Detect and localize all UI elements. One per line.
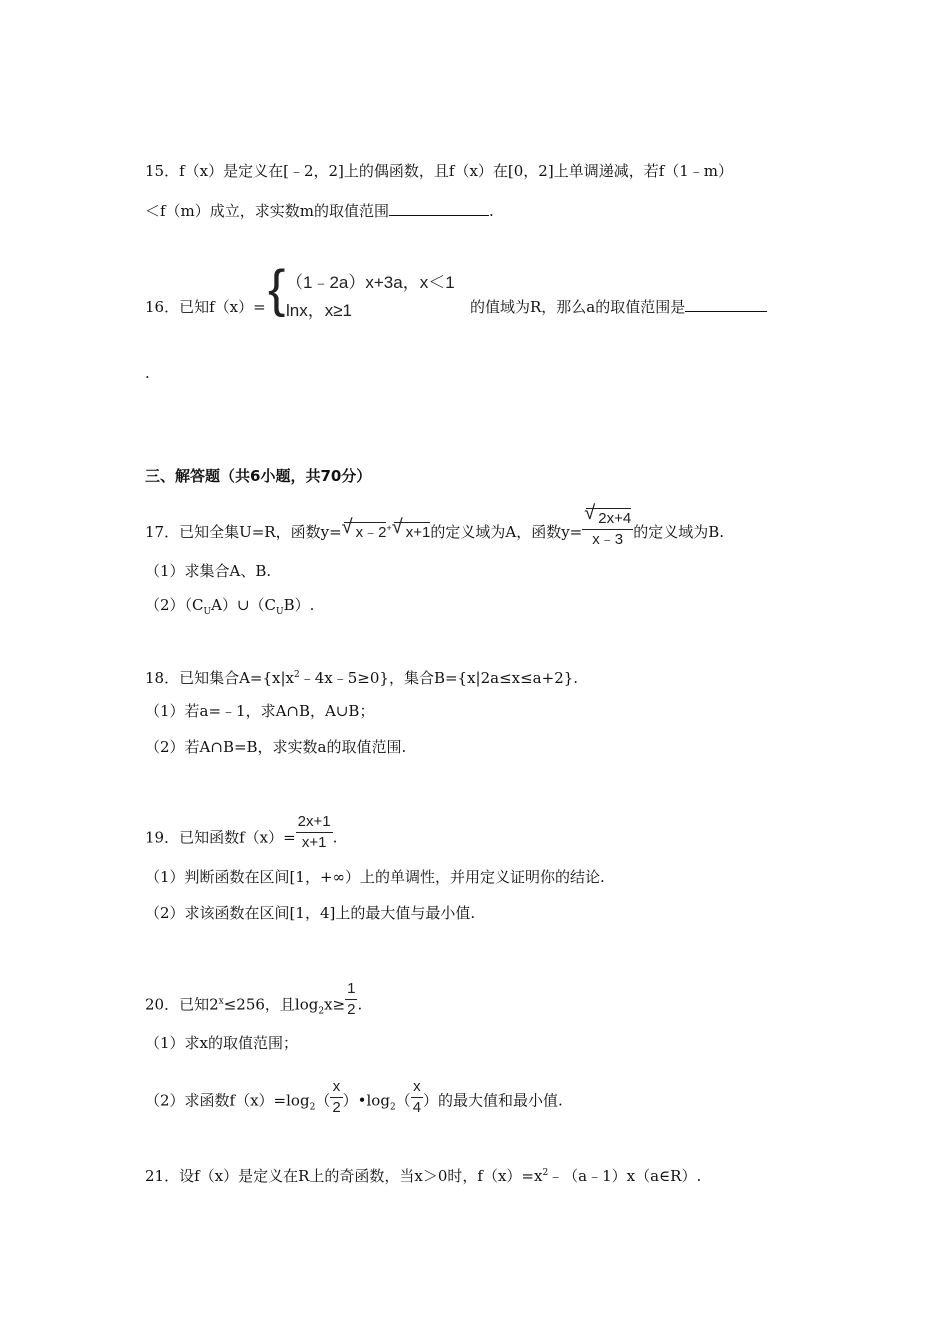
q18-a: 18．已知集合A={x|x <box>145 669 295 687</box>
q17-suffix: 的定义域为B. <box>633 523 724 541</box>
q18-part2: （2）若A∩B=B，求实数a的取值范围. <box>145 738 407 756</box>
q17-part2-a: （2）（C <box>145 596 204 614</box>
sqrt-x-minus-2: √ x﹣2 <box>344 522 387 543</box>
frac-numerator: x <box>411 1077 423 1098</box>
q18-sup: 2 <box>294 670 300 680</box>
q19-part2: （2）求该函数在区间[1，4]上的最大值与最小值. <box>145 904 476 922</box>
q16-piecewise-formula <box>268 260 468 322</box>
q20-p2-d: （ <box>395 1091 411 1110</box>
q15-answer-blank[interactable] <box>389 201 489 216</box>
section-heading: 三、解答题（共6小题，共70分） <box>145 467 372 485</box>
frac-denominator: 2 <box>347 1001 356 1018</box>
frac-denominator: x+1 <box>301 834 327 851</box>
x-over-2-formula <box>330 1077 342 1118</box>
frac-numerator <box>582 508 633 530</box>
q15-text: ＜f（m）成立，求实数m的取值范围 <box>145 202 390 220</box>
frac-denominator: 4 <box>412 1099 422 1116</box>
q20-part1: （1）求x的取值范围； <box>145 1034 299 1052</box>
sqrt-x-plus-1: √ x+1 <box>394 522 431 543</box>
q16-prefix: 16．已知f（x）= <box>145 298 266 316</box>
q17-part2-b: A）∪（C <box>211 596 277 614</box>
q17-prefix: 17．已知全集U=R，函数y= <box>145 523 342 541</box>
q20-mid: ≤256，且log <box>223 995 319 1014</box>
q18-line1 <box>145 665 578 688</box>
q17-sub-u-1: U <box>203 607 212 617</box>
piecewise-case-2: lnx，x≥1 <box>286 301 353 320</box>
q16-end: . <box>145 364 150 382</box>
q20-part2 <box>145 1078 563 1122</box>
q20-mid2: x≥ <box>324 995 346 1014</box>
q19-formula <box>296 812 333 853</box>
q17-sub-u-2: U <box>276 607 284 617</box>
frac-numerator: 2x+1 <box>296 812 333 833</box>
q20-formula <box>345 979 357 1020</box>
q19-line1 <box>145 813 338 859</box>
q16-suffix <box>470 297 767 317</box>
x-over-4-formula <box>411 1077 423 1118</box>
q20-sub: 2 <box>318 1006 325 1017</box>
q21-sup: 2 <box>542 1168 549 1178</box>
q16-answer-blank[interactable] <box>685 297 767 312</box>
q19-prefix: 19．已知函数f（x）= <box>145 828 296 847</box>
q20-p2-b: （ <box>315 1091 331 1110</box>
frac-numerator: 1 <box>345 979 357 1000</box>
q20-p2-sub2: 2 <box>389 1102 396 1113</box>
sqrt-2x-plus-4: √ 2x+4 <box>586 508 631 529</box>
q15-line1: 15．f（x）是定义在[﹣2，2]上的偶函数，且f（x）在[0，2]上单调递减，若f（1﹣m） <box>145 162 734 180</box>
q17-line1 <box>145 512 724 554</box>
q17-part2 <box>145 595 314 622</box>
q15-line2 <box>145 201 494 221</box>
q21-b: ﹣（a﹣1）x（a∈R）. <box>548 1167 702 1185</box>
q20-p2-sub1: 2 <box>309 1102 316 1113</box>
q21-line1 <box>145 1163 701 1186</box>
q20-p2-a: （2）求函数f（x）=log <box>145 1091 310 1110</box>
q17-middle: 的定义域为A，函数y= <box>430 523 583 541</box>
frac-denominator: 2 <box>332 1099 341 1116</box>
frac-numerator: x <box>330 1077 342 1098</box>
q17-part2-c: B）. <box>283 596 315 614</box>
q17-formula-2 <box>582 508 633 550</box>
frac-denominator: x﹣3 <box>592 531 624 548</box>
q20-sup: x <box>218 996 224 1007</box>
q20-line1 <box>145 980 363 1026</box>
q20-prefix: 20．已知2 <box>145 995 219 1014</box>
q16-suffix-text: 的值域为R，那么a的取值范围是 <box>470 298 686 316</box>
q18-b: ﹣4x﹣5≥0}，集合B={x|2a≤x≤a+2}. <box>299 669 579 687</box>
q20-suffix: . <box>357 995 363 1014</box>
q19-suffix: . <box>332 828 338 847</box>
q19-part1: （1）判断函数在区间[1，+∞）上的单调性，并用定义证明你的结论. <box>145 868 605 886</box>
q17-part1: （1）求集合A、B. <box>145 562 272 580</box>
q17-formula-1 <box>342 524 431 541</box>
piecewise-brace: { <box>268 260 286 318</box>
piecewise-case-1: （1﹣2a）x+3a，x＜1 <box>286 273 455 292</box>
q20-p2-e: ）的最大值和最小值. <box>423 1091 563 1110</box>
q20-p2-c: ）•log <box>342 1091 390 1110</box>
q21-a: 21．设f（x）是定义在R上的奇函数，当x＞0时，f（x）=x <box>145 1167 543 1185</box>
q15-period: . <box>489 202 494 220</box>
q18-part1: （1）若a=﹣1，求A∩B，A∪B； <box>145 702 375 720</box>
plus-sign: + <box>386 523 392 533</box>
